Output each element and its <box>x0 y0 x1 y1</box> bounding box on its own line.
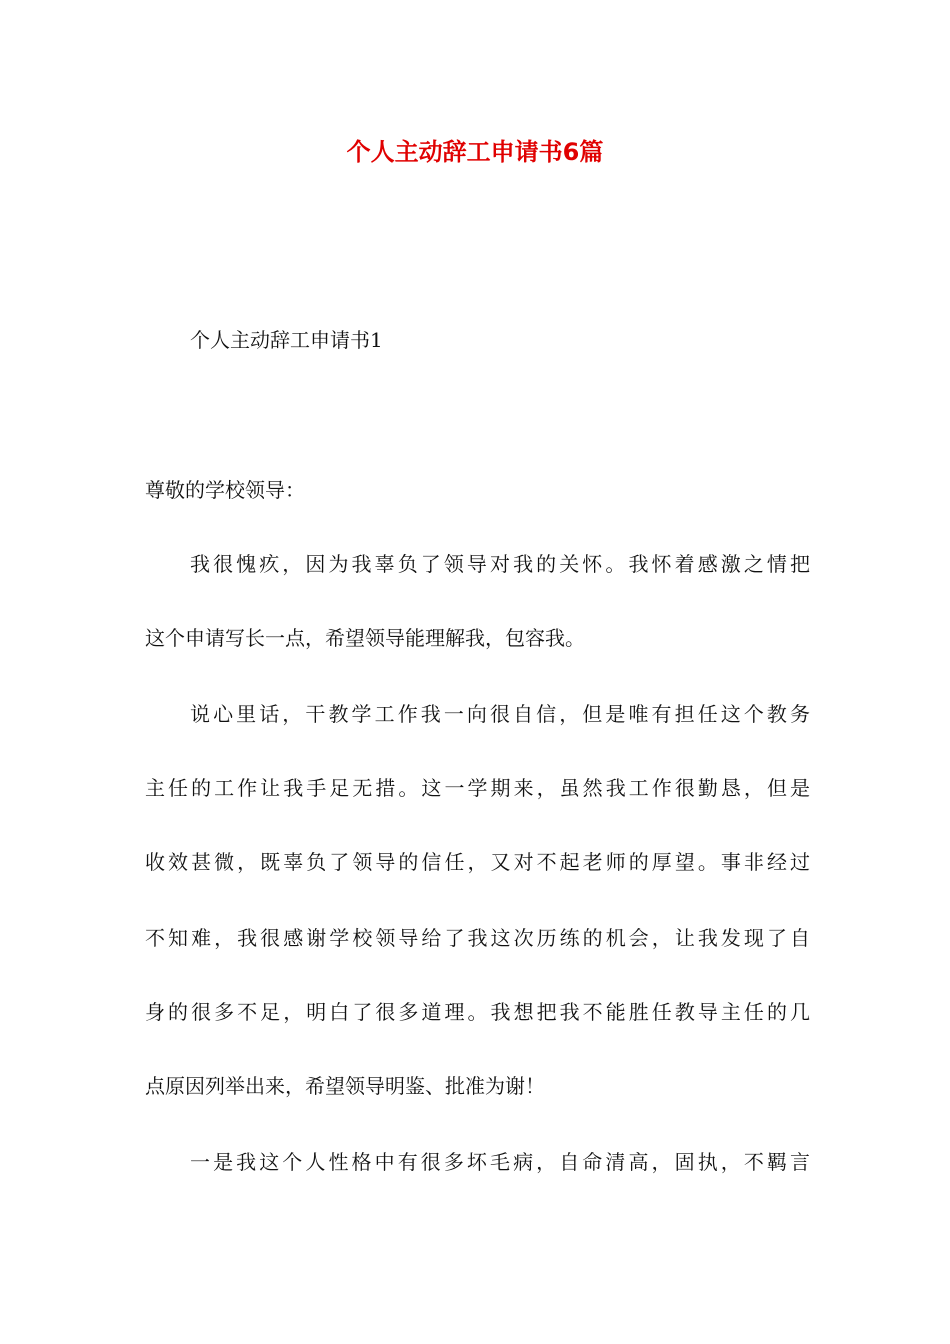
paragraph-line: 说心里话，干教学工作我一向很自信，但是唯有担任这个教务 <box>190 702 810 726</box>
paragraph-line: 点原因列举出来，希望领导明鉴、批准为谢！ <box>145 1074 545 1098</box>
paragraph-line: 主任的工作让我手足无措。这一学期来，虽然我工作很勤恳，但是 <box>145 776 810 800</box>
paragraph-line: 不知难，我很感谢学校领导给了我这次历练的机会，让我发现了自 <box>145 926 810 950</box>
section-heading: 个人主动辞工申请书1 <box>190 328 383 352</box>
page-title: 个人主动辞工申请书6篇 <box>346 138 604 166</box>
salutation: 尊敬的学校领导： <box>145 478 305 502</box>
paragraph-line: 身的很多不足，明白了很多道理。我想把我不能胜任教导主任的几 <box>145 1000 810 1024</box>
paragraph-line: 这个申请写长一点，希望领导能理解我，包容我。 <box>145 626 585 650</box>
paragraph-line: 收效甚微，既辜负了领导的信任，又对不起老师的厚望。事非经过 <box>145 850 810 874</box>
paragraph-line: 我很愧疚，因为我辜负了领导对我的关怀。我怀着感激之情把 <box>190 552 810 576</box>
paragraph-line: 一是我这个人性格中有很多坏毛病，自命清高，固执，不羁言 <box>190 1150 810 1174</box>
